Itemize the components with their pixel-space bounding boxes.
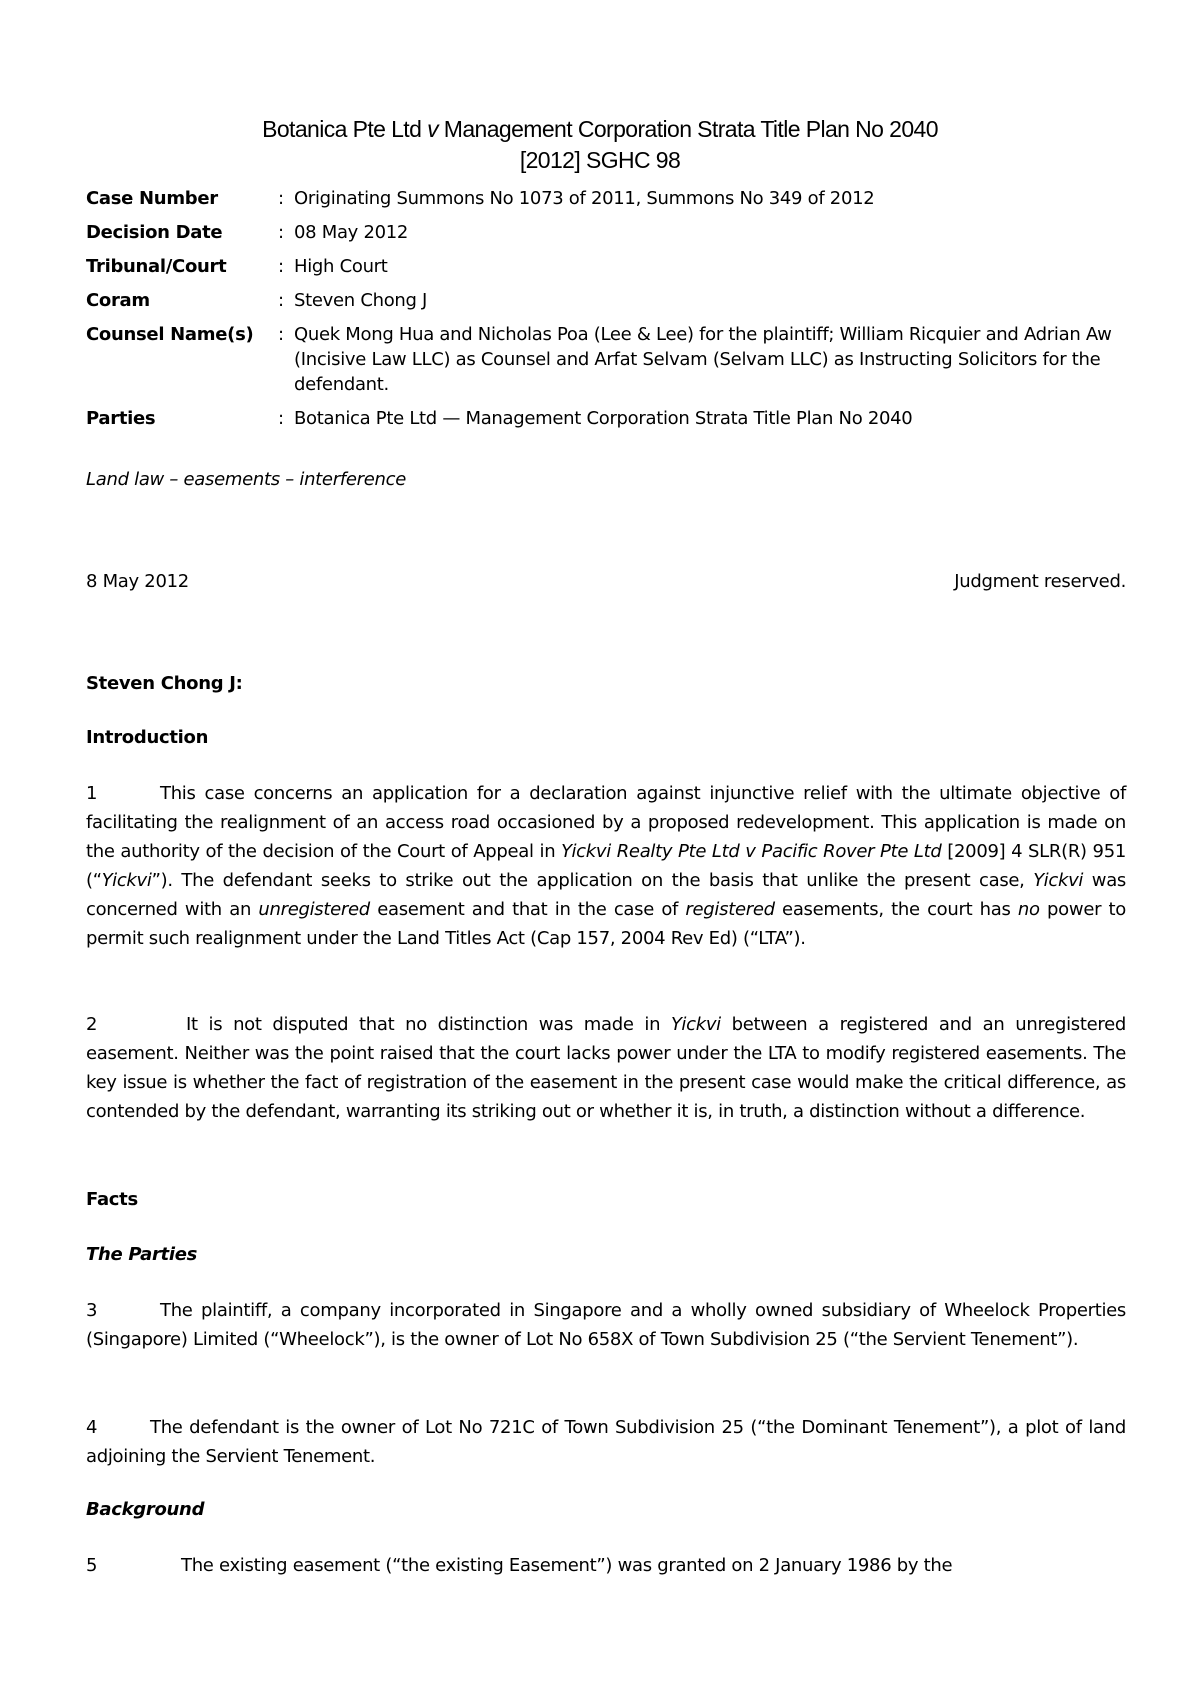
- meta-label: Case Number: [86, 188, 218, 209]
- judge-heading: Steven Chong J:: [86, 673, 243, 694]
- case-citation: [2012] SGHC 98: [519, 147, 681, 173]
- paragraph-number: 2: [86, 1014, 98, 1035]
- meta-label: Decision Date: [86, 222, 223, 243]
- paragraph-number: 3: [86, 1300, 98, 1321]
- meta-value: Originating Summons No 1073 of 2011, Summons No 349 of 2012: [294, 188, 875, 209]
- paragraph-3: 3 The plaintiff, a company incorporated in Singapore and a wholly owned subsidiary of Wheelock Properties (Singapore) Limited (“Wheelock”), is the owner of Lot No 658X of Town Subdivision 25 (“the Servient Tenement”).: [86, 1296, 1126, 1354]
- paragraph-5: 5 The existing easement (“the existing Easement”) was granted on 2 January 1986 by the: [86, 1551, 1126, 1580]
- meta-value: 08 May 2012: [294, 222, 409, 243]
- meta-value: Botanica Pte Ltd — Management Corporation Strata Title Plan No 2040: [294, 408, 913, 429]
- paragraph-number: 4: [86, 1417, 98, 1438]
- meta-row-coram: [86, 288, 1126, 313]
- meta-label: Parties: [86, 408, 156, 429]
- meta-separator: :: [278, 188, 284, 209]
- heading-facts: Facts: [86, 1189, 138, 1210]
- meta-separator: :: [278, 290, 284, 311]
- paragraph-1: 1 This case concerns an application for a declaration against injunctive relief with the ultimate objective of facilitating the realignment of an access road occasioned by a proposed redevelopment. This application is made on the authority of the decision of the Court of Appeal in Yickvi Realty Pte Ltd v Pacific Rover Pte Ltd [2009] 4 SLR(R) 951 (“Yickvi”). The defendant seeks to strike out the application on the basis that unlike the present case, Yickvi was concerned with an unregistered easement and that in the case of registered easements, the court has no power to permit such realignment under the Land Titles Act (Cap 157, 2004 Rev Ed) (“LTA”).: [86, 779, 1126, 953]
- meta-row-tribunal: [86, 254, 1126, 279]
- judgment-reserved: Judgment reserved.: [954, 571, 1126, 592]
- paragraph-2: 2 It is not disputed that no distinction was made in Yickvi between a registered and an unregistered easement. Neither was the point raised that the court lacks power under the LTA to modify registered easements. The key issue is whether the fact of registration of the easement in the present case would make the critical difference, as contended by the defendant, warranting its striking out or whether it is, in truth, a distinction without a difference.: [86, 1010, 1126, 1126]
- catchwords: Land law – easements – interference: [86, 469, 406, 490]
- heading-introduction: Introduction: [86, 727, 209, 748]
- paragraph-number: 1: [86, 783, 98, 804]
- subheading-background: Background: [86, 1499, 205, 1520]
- meta-separator: :: [278, 324, 284, 345]
- meta-row-decision-date: [86, 220, 1126, 245]
- meta-separator: :: [278, 222, 284, 243]
- meta-separator: :: [278, 256, 284, 277]
- case-name: Botanica Pte Ltd v Management Corporation Strata Title Plan No 2040: [262, 116, 938, 142]
- document-title: [0, 114, 1200, 176]
- meta-label: Tribunal/Court: [86, 256, 227, 277]
- meta-value: Steven Chong J: [294, 290, 428, 311]
- meta-label: Coram: [86, 290, 150, 311]
- meta-row-counsel: [86, 322, 1126, 397]
- meta-value: High Court: [294, 256, 388, 277]
- judgment-date: 8 May 2012: [86, 571, 189, 592]
- meta-separator: :: [278, 408, 284, 429]
- paragraph-number: 5: [86, 1555, 98, 1576]
- case-metadata: [86, 186, 1126, 440]
- meta-row-parties: [86, 406, 1126, 431]
- meta-value: Quek Mong Hua and Nicholas Poa (Lee & Lee) for the plaintiff; William Ricquier and Adrian Aw (Incisive Law LLC) as Counsel and Arfat Selvam (Selvam LLC) as Instructing Solicitors for the defendant.: [294, 324, 1112, 395]
- meta-label: Counsel Name(s): [86, 324, 254, 345]
- subheading-the-parties: The Parties: [86, 1244, 198, 1265]
- meta-row-case-number: [86, 186, 1126, 211]
- paragraph-4: 4 The defendant is the owner of Lot No 721C of Town Subdivision 25 (“the Dominant Tenement”), a plot of land adjoining the Servient Tenement.: [86, 1413, 1126, 1471]
- date-line: [86, 569, 1126, 594]
